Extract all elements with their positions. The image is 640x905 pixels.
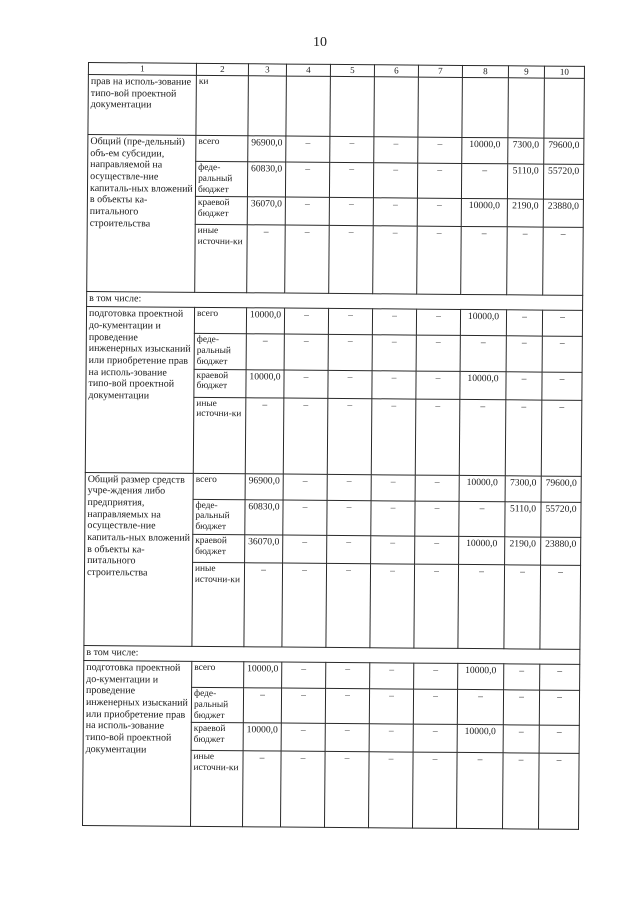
value-col-6: – — [371, 474, 415, 500]
funding-source: всего — [194, 308, 246, 334]
value-col-4: – — [284, 334, 328, 370]
value-col-5: – — [327, 535, 371, 563]
value-col-4: – — [281, 688, 325, 724]
value-col-4: – — [285, 197, 329, 225]
funding-source: феде-ральный бюджет — [194, 334, 246, 370]
empty-cell — [418, 77, 462, 137]
value-col-8: 10000,0 — [459, 537, 505, 565]
value-col-9: – — [504, 664, 540, 690]
value-col-9: – — [506, 371, 542, 399]
funding-source: краевой бюджет — [194, 369, 246, 397]
value-col-7: – — [413, 689, 457, 725]
value-col-9: 2190,0 — [507, 199, 543, 227]
value-col-8: – — [456, 753, 503, 829]
value-col-4: – — [282, 563, 327, 647]
value-col-4: – — [283, 474, 327, 500]
value-col-6: – — [371, 500, 415, 536]
value-col-6: – — [370, 564, 415, 648]
value-col-9: 7300,0 — [505, 475, 541, 501]
value-col-9: 7300,0 — [508, 138, 544, 164]
value-col-6: – — [373, 198, 417, 226]
value-total: 10000,0 — [246, 369, 284, 397]
value-col-5: – — [325, 688, 369, 724]
value-col-8: 10000,0 — [461, 199, 507, 227]
value-col-8: – — [458, 565, 505, 649]
value-col-5: – — [326, 563, 371, 647]
value-total: – — [242, 751, 281, 827]
value-col-8: 10000,0 — [462, 137, 508, 163]
value-col-6: – — [371, 536, 415, 564]
value-col-8: 10000,0 — [460, 371, 506, 399]
table-row — [85, 472, 581, 502]
value-col-7: – — [414, 564, 459, 648]
row-description: подготовка проектной до-кументации и проведение инженерных изысканий или приобретение прав на исполь-зование типо-вой проектной документации — [85, 307, 194, 473]
column-number-9: 9 — [508, 66, 544, 78]
value-total: 96900,0 — [248, 136, 286, 162]
value-col-7: – — [415, 399, 460, 475]
value-col-6: – — [372, 370, 416, 398]
value-total: 10000,0 — [246, 308, 284, 334]
value-col-10: 23880,0 — [543, 200, 583, 228]
row-description: Общий размер средств учре-ждения либо предприятия, направляемых на осуществле-ние капиталь-ных вложений в объекты ка-питального строительства — [84, 472, 193, 646]
value-col-4: – — [285, 225, 330, 293]
funding-source: ки — [196, 75, 248, 135]
value-col-10: – — [540, 664, 580, 690]
row-description: Общий (пре-дельный) объ-ем субсидии, направляемой на осуществле-ние капиталь-ных вложений в объекты ка-питального строительства — [87, 135, 196, 293]
value-col-9: – — [503, 725, 539, 753]
value-total: – — [247, 225, 286, 293]
value-col-5: – — [327, 500, 371, 536]
empty-cell — [508, 78, 544, 138]
value-total: – — [243, 688, 281, 724]
funding-source: краевой бюджет — [195, 197, 247, 225]
value-total: 60830,0 — [245, 499, 283, 535]
value-col-4: – — [284, 308, 328, 334]
value-col-8: 10000,0 — [458, 663, 504, 689]
value-col-4: – — [286, 136, 330, 162]
value-col-9: – — [505, 399, 542, 475]
value-col-7: – — [413, 724, 457, 752]
empty-cell — [374, 77, 418, 137]
value-col-10: – — [539, 725, 579, 753]
table-sheet — [82, 62, 585, 830]
value-col-6: – — [374, 137, 418, 163]
value-total: – — [244, 563, 283, 647]
column-number-6: 6 — [374, 65, 418, 77]
value-col-10: 79600,0 — [544, 138, 584, 164]
column-number-8: 8 — [462, 65, 508, 77]
value-col-9: – — [502, 753, 539, 829]
column-number-1: 1 — [88, 63, 196, 76]
value-col-10: – — [542, 310, 582, 336]
value-col-4: – — [280, 751, 325, 827]
section-label: в том числе: — [87, 292, 583, 311]
empty-cell — [286, 76, 330, 136]
value-col-4: – — [284, 370, 328, 398]
value-col-5: – — [325, 724, 369, 752]
funding-source: иные источни-ки — [193, 397, 246, 473]
value-col-10: – — [540, 565, 581, 649]
value-col-5: – — [330, 136, 374, 162]
table-row — [88, 135, 584, 165]
column-number-5: 5 — [330, 64, 374, 76]
value-col-5: – — [328, 309, 372, 335]
value-col-8: 10000,0 — [457, 725, 503, 753]
value-total: 96900,0 — [245, 473, 283, 499]
empty-cell — [248, 76, 286, 136]
value-col-4: – — [283, 500, 327, 536]
value-col-10: – — [542, 372, 582, 400]
value-col-7: – — [415, 536, 459, 564]
funding-source: всего — [193, 473, 245, 499]
column-number-10: 10 — [544, 66, 584, 78]
column-number-7: 7 — [418, 65, 462, 77]
value-col-7: – — [416, 371, 460, 399]
value-col-5: – — [329, 198, 373, 226]
page-number: 10 — [313, 35, 327, 50]
value-col-4: – — [283, 398, 328, 474]
column-number-4: 4 — [286, 64, 330, 76]
value-col-7: – — [416, 335, 460, 371]
value-col-7: – — [415, 475, 459, 501]
value-col-9: 2190,0 — [505, 537, 541, 565]
value-col-7: – — [412, 752, 457, 828]
row-description: подготовка проектной до-кументации и проведение инженерных изысканий или приобретение прав на исполь-зование типо-вой проектной документации — [83, 660, 192, 826]
value-col-7: – — [414, 663, 458, 689]
value-col-10: 55720,0 — [543, 164, 583, 200]
value-col-4: – — [283, 535, 327, 563]
table-row — [86, 307, 582, 337]
value-col-8: 10000,0 — [459, 475, 505, 501]
value-total: – — [245, 397, 284, 473]
value-col-8: – — [457, 689, 503, 725]
value-col-5: – — [327, 474, 371, 500]
value-total: 36070,0 — [247, 197, 285, 225]
funding-source: краевой бюджет — [193, 534, 245, 562]
value-col-7: – — [417, 199, 461, 227]
value-col-8: – — [461, 227, 508, 295]
value-col-10: 55720,0 — [541, 502, 581, 538]
section-label: в том числе: — [84, 646, 580, 665]
value-col-10: – — [542, 336, 582, 372]
empty-cell — [330, 76, 374, 136]
value-col-7: – — [417, 227, 462, 295]
value-col-5: – — [326, 662, 370, 688]
value-col-9: – — [507, 227, 544, 295]
value-col-4: – — [285, 162, 329, 198]
column-number-3: 3 — [248, 64, 286, 76]
value-col-8: – — [459, 501, 505, 537]
empty-cell — [544, 78, 584, 138]
funding-source: феде-ральный бюджет — [195, 161, 247, 197]
value-col-6: – — [372, 309, 416, 335]
value-col-5: – — [329, 162, 373, 198]
value-col-5: – — [328, 335, 372, 371]
value-total: 36070,0 — [245, 535, 283, 563]
empty-cell — [462, 77, 508, 137]
value-col-6: – — [369, 689, 413, 725]
value-col-10: 23880,0 — [541, 537, 581, 565]
value-col-8: – — [461, 163, 507, 199]
value-col-5: – — [324, 752, 369, 828]
value-col-8: 10000,0 — [460, 310, 506, 336]
value-col-6: – — [369, 724, 413, 752]
value-total: 60830,0 — [247, 162, 285, 198]
table-row — [88, 75, 584, 139]
value-col-6: – — [370, 663, 414, 689]
value-col-9: 5110,0 — [505, 501, 541, 537]
value-col-5: – — [327, 398, 372, 474]
value-col-7: – — [415, 501, 459, 537]
value-col-4: – — [281, 723, 325, 751]
value-col-8: – — [459, 399, 506, 475]
value-col-6: – — [373, 163, 417, 199]
value-col-9: – — [503, 690, 539, 726]
financing-table — [82, 62, 585, 830]
value-col-7: – — [418, 137, 462, 163]
value-col-10: – — [538, 753, 579, 829]
funding-source: всего — [196, 135, 248, 161]
value-col-10: – — [541, 400, 582, 476]
value-total: – — [246, 334, 284, 370]
funding-source: иные источни-ки — [192, 562, 245, 646]
value-col-4: – — [282, 662, 326, 688]
funding-source: феде-ральный бюджет — [193, 499, 245, 535]
value-col-7: – — [417, 163, 461, 199]
value-total: 10000,0 — [243, 723, 281, 751]
value-col-10: – — [543, 228, 584, 296]
funding-source: иные источни-ки — [190, 751, 243, 827]
value-col-9: – — [506, 310, 542, 336]
row-description: прав на исполь-зование типо-вой проектной документации — [88, 75, 196, 136]
table-row — [84, 660, 580, 690]
funding-source: феде-ральный бюджет — [191, 687, 243, 723]
value-col-6: – — [368, 752, 413, 828]
value-col-10: 79600,0 — [541, 476, 581, 502]
funding-source: иные источни-ки — [195, 225, 248, 293]
value-col-5: – — [329, 226, 374, 294]
value-total: 10000,0 — [244, 662, 282, 688]
value-col-7: – — [416, 309, 460, 335]
value-col-5: – — [328, 370, 372, 398]
funding-source: краевой бюджет — [191, 723, 243, 751]
value-col-9: 5110,0 — [507, 164, 543, 200]
value-col-9: – — [504, 565, 541, 649]
column-number-2: 2 — [196, 63, 248, 75]
value-col-6: – — [371, 398, 416, 474]
funding-source: всего — [192, 661, 244, 687]
value-col-8: – — [460, 336, 506, 372]
value-col-6: – — [373, 226, 418, 294]
value-col-10: – — [539, 690, 579, 726]
value-col-6: – — [372, 335, 416, 371]
value-col-9: – — [506, 336, 542, 372]
